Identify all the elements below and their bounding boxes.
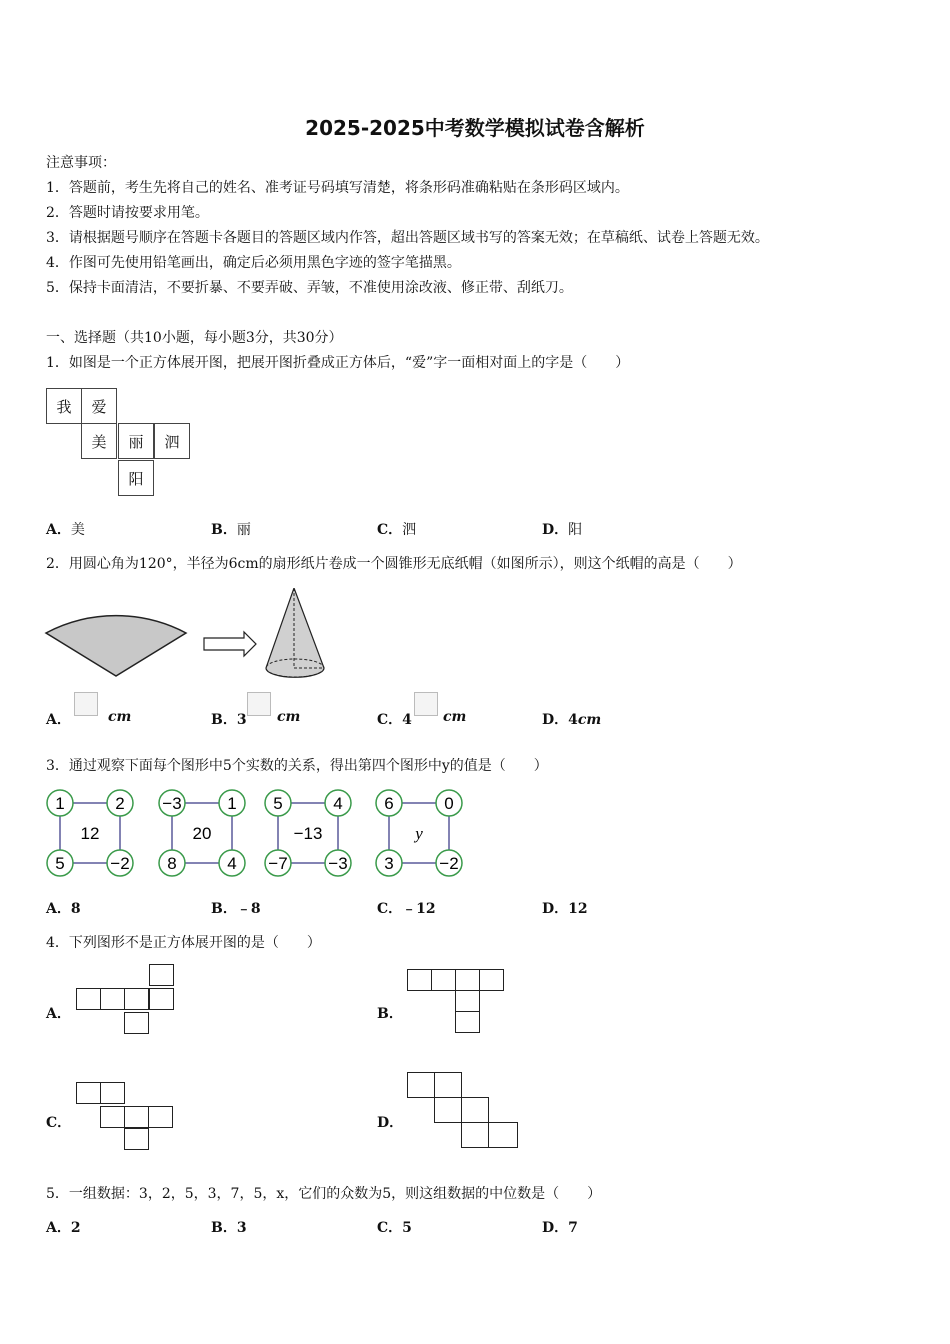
center-value: 12 (80, 824, 100, 843)
notice-item: 2．答题时请按要求用笔。 (46, 205, 209, 221)
corner-value: −3 (162, 794, 182, 813)
missing-image-icon (247, 692, 271, 716)
net-cell: 丽 (118, 423, 154, 459)
q1-option-a[interactable]: A．美 (46, 522, 85, 538)
arrow-icon (204, 632, 256, 656)
sector-shape (46, 616, 186, 676)
q4-net-a (76, 964, 176, 1036)
corner-value: 0 (444, 794, 454, 813)
q4-option-b[interactable]: B． (377, 1006, 403, 1022)
number-square (159, 790, 245, 876)
notice-item: 1．答题前，考生先将自己的姓名、准考证号码填写清楚，将条形码准确粘贴在条形码区域内。 (46, 180, 629, 196)
q4-option-d[interactable]: D． (377, 1115, 404, 1131)
corner-value: 1 (227, 794, 237, 813)
notice-heading: 注意事项： (46, 155, 116, 171)
q2-option-d[interactable]: D．4cm (542, 712, 602, 728)
q2-option-b-unit: cm (277, 709, 301, 725)
section-heading: 一、选择题（共10小题，每小题3分，共30分） (46, 330, 343, 346)
q5-option-a[interactable]: A．2 (46, 1220, 81, 1236)
center-value: 20 (192, 824, 212, 843)
number-square (47, 790, 133, 876)
notice-item: 5．保持卡面清洁，不要折暴、不要弄破、弄皱，不准使用涂改液、修正带、刮纸刀。 (46, 280, 573, 296)
question-4-text: 4．下列图形不是正方体展开图的是（ ） (46, 935, 321, 951)
corner-value: 3 (384, 854, 394, 873)
missing-image-icon (414, 692, 438, 716)
q5-option-c[interactable]: C．5 (377, 1220, 412, 1236)
corner-value: 2 (115, 794, 125, 813)
corner-value: −2 (110, 854, 130, 873)
net-cell: 泗 (154, 423, 190, 459)
net-cell: 我 (46, 388, 82, 424)
q1-option-c[interactable]: C．泗 (377, 522, 417, 538)
q3-option-a[interactable]: A．8 (46, 901, 81, 917)
corner-value: −3 (328, 854, 348, 873)
net-cell: 爱 (81, 388, 117, 424)
q3-option-c[interactable]: C．﹣12 (377, 901, 436, 917)
corner-value: 1 (55, 794, 65, 813)
corner-value: −7 (268, 854, 288, 873)
corner-value: 4 (333, 794, 343, 813)
question-3-text: 3．通过观察下面每个图形中5个实数的关系，得出第四个图形中y的值是（ ） (46, 758, 548, 774)
notice-item: 4．作图可先使用铅笔画出，确定后必须用黑色字迹的签字笔描黑。 (46, 255, 461, 271)
corner-value: −2 (439, 854, 459, 873)
corner-value: 5 (55, 854, 65, 873)
q4-option-a[interactable]: A． (46, 1006, 71, 1022)
cone-shape (266, 588, 324, 677)
page-title: 2025-2025中考数学模拟试卷含解析 (305, 116, 645, 140)
q4-option-c[interactable]: C． (46, 1115, 72, 1131)
q5-option-b[interactable]: B．3 (211, 1220, 247, 1236)
question-2-text: 2．用圆心角为120°，半径为6cm的扇形纸片卷成一个圆锥形无底纸帽（如图所示），则这个纸帽的高是（ ） (46, 556, 742, 572)
q4-net-b (407, 969, 507, 1037)
q4-net-d (407, 1072, 522, 1152)
sector-to-cone-figure (44, 588, 344, 688)
q1-option-d[interactable]: D．阳 (542, 522, 583, 538)
corner-value: 8 (167, 854, 177, 873)
q2-option-b[interactable]: B．3 (211, 712, 247, 728)
q1-option-b[interactable]: B．丽 (211, 522, 251, 538)
corner-value: 5 (273, 794, 283, 813)
q3-option-d[interactable]: D．12 (542, 901, 588, 917)
q2-option-a[interactable]: A． (46, 712, 71, 728)
q2-option-a-unit: cm (108, 709, 132, 725)
corner-value: 6 (384, 794, 394, 813)
q4-net-c (76, 1082, 176, 1152)
q2-option-c[interactable]: C．4 (377, 712, 412, 728)
question-5-text: 5．一组数据：3，2，5，3，7，5，x，它们的众数为5，则这组数据的中位数是（ ） (46, 1186, 602, 1202)
net-cell: 美 (81, 423, 117, 459)
q3-option-b[interactable]: B．﹣8 (211, 901, 261, 917)
center-value: −13 (293, 824, 323, 843)
center-value: y (415, 824, 423, 843)
number-square-figures (44, 786, 474, 881)
notice-item: 3．请根据题号顺序在答题卡各题目的答题区域内作答，超出答题区域书写的答案无效；在草稿纸、试卷上答题无效。 (46, 230, 769, 246)
corner-value: 4 (227, 854, 237, 873)
number-square (265, 790, 351, 876)
q5-option-d[interactable]: D．7 (542, 1220, 578, 1236)
missing-image-icon (74, 692, 98, 716)
question-1-text: 1．如图是一个正方体展开图，把展开图折叠成正方体后，“爱”字一面相对面上的字是（ ） (46, 355, 630, 371)
cube-net-figure (46, 388, 194, 498)
net-cell: 阳 (118, 460, 154, 496)
number-square (376, 790, 462, 876)
q2-option-c-unit: cm (443, 709, 467, 725)
